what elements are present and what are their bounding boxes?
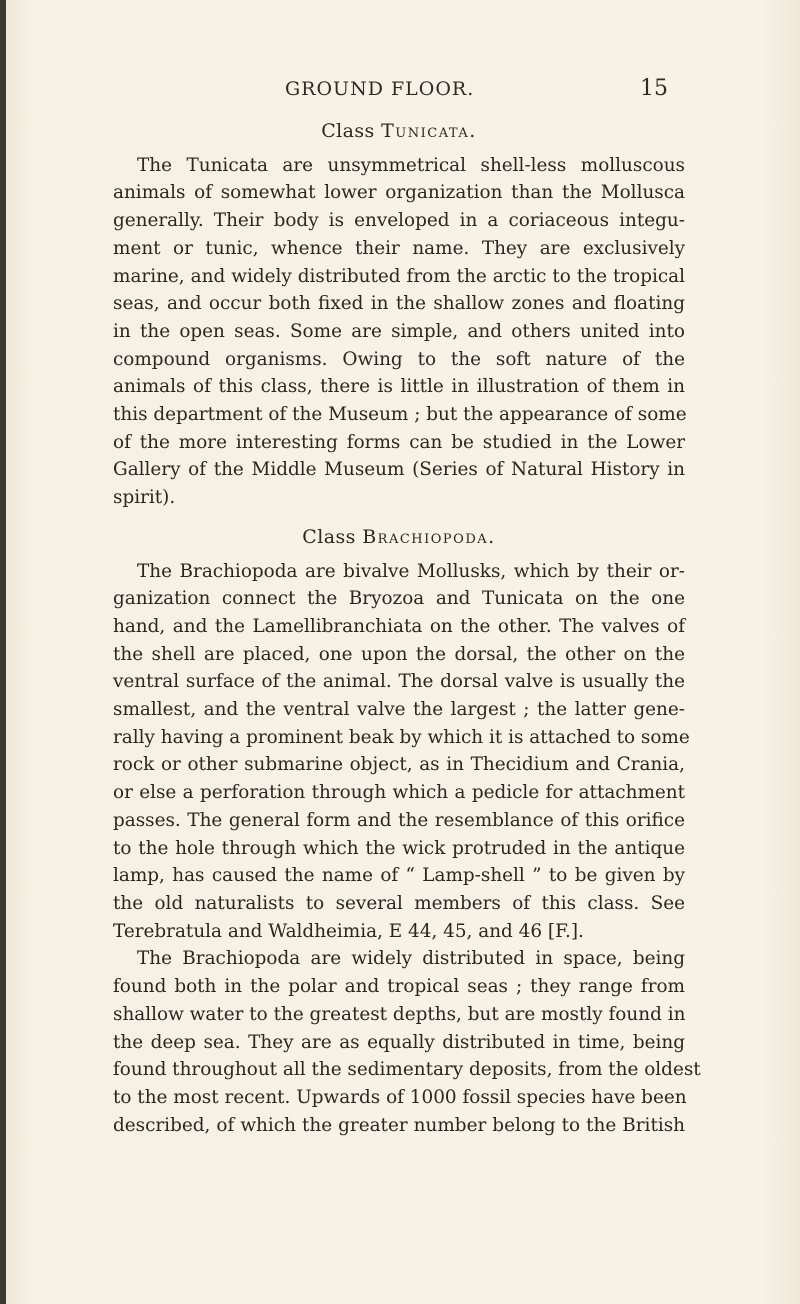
text-line: the old naturalists to several members of this class. See [113, 892, 685, 914]
section-heading-brachiopoda [113, 524, 685, 552]
text-line: described, of which the greater number belong to the British [113, 1114, 685, 1136]
heading-prefix: Class [321, 120, 375, 142]
text-line: The Tunicata are unsymmetrical shell-less molluscous [137, 154, 685, 176]
body-text [113, 118, 701, 1139]
text-line: marine, and widely distributed from the arctic to the tropical [113, 265, 685, 287]
page-number: 15 [640, 76, 668, 101]
text-line: the deep sea. They are as equally distributed in time, being [113, 1031, 685, 1053]
text-line: in the open seas. Some are simple, and others united into [113, 320, 685, 342]
heading-prefix: Class [302, 525, 356, 548]
text-line: compound organisms. Owing to the soft nature of the [113, 348, 685, 370]
text-line: spirit). [113, 487, 176, 509]
section-heading-tunicata [113, 118, 685, 146]
text-line: lamp, has caused the name of “ Lamp-shell ” to be given by [113, 865, 685, 887]
heading-name: Brachiopoda. [362, 525, 496, 548]
text-line: found throughout all the sedimentary deposits, from the oldest [113, 1059, 701, 1081]
text-line: smallest, and the ventral valve the largest ; the latter gene- [113, 699, 685, 721]
text-line: ment or tunic, whence their name. They are exclusively [113, 237, 685, 259]
text-line: Gallery of the Middle Museum (Series of Natural History in [113, 459, 685, 481]
text-line: generally. Their body is enveloped in a coriaceous integu- [113, 210, 685, 232]
text-line: rock or other submarine object, as in Thecidium and Crania, [113, 754, 685, 776]
text-line: of the more interesting forms can be studied in the Lower [113, 431, 685, 453]
text-line: Terebratula and Waldheimia, E 44, 45, and 46 [F.]. [113, 920, 584, 942]
text-line: or else a perforation through which a pedicle for attachment [113, 782, 685, 804]
text-line: the shell are placed, one upon the dorsal, the other on the [113, 643, 685, 665]
text-line: rally having a prominent beak by which it is attached to some [113, 726, 690, 748]
text-line: seas, and occur both fixed in the shallow zones and floating [113, 293, 685, 315]
paragraph-brachiopoda [113, 558, 701, 1140]
paragraph-tunicata [113, 152, 685, 512]
heading-name: Tunicata. [381, 120, 477, 142]
text-line: passes. The general form and the resemblance of this orifice [113, 809, 685, 831]
section-gap [113, 512, 685, 524]
text-line: ganization connect the Bryozoa and Tunicata on the one [113, 588, 685, 610]
running-head: GROUND FLOOR. [285, 78, 475, 100]
text-line: to the hole through which the wick protruded in the antique [113, 837, 685, 859]
text-line: animals of somewhat lower organization than the Mollusca [113, 182, 685, 204]
text-line: found both in the polar and tropical seas ; they range from [113, 976, 685, 998]
text-line: this department of the Museum ; but the appearance of some [113, 404, 687, 426]
text-line: to the most recent. Upwards of 1000 fossil species have been [113, 1086, 687, 1108]
text-line: ventral surface of the animal. The dorsal valve is usually the [113, 671, 685, 693]
page-binding-edge [0, 0, 6, 1304]
text-line: The Brachiopoda are bivalve Mollusks, which by their or- [137, 560, 685, 582]
text-line: animals of this class, there is little in illustration of them in [113, 376, 685, 398]
text-line: shallow water to the greatest depths, but are mostly found in [113, 1003, 686, 1025]
text-line: hand, and the Lamellibranchiata on the other. The valves of [113, 615, 685, 637]
text-line: The Brachiopoda are widely distributed in space, being [137, 948, 685, 970]
